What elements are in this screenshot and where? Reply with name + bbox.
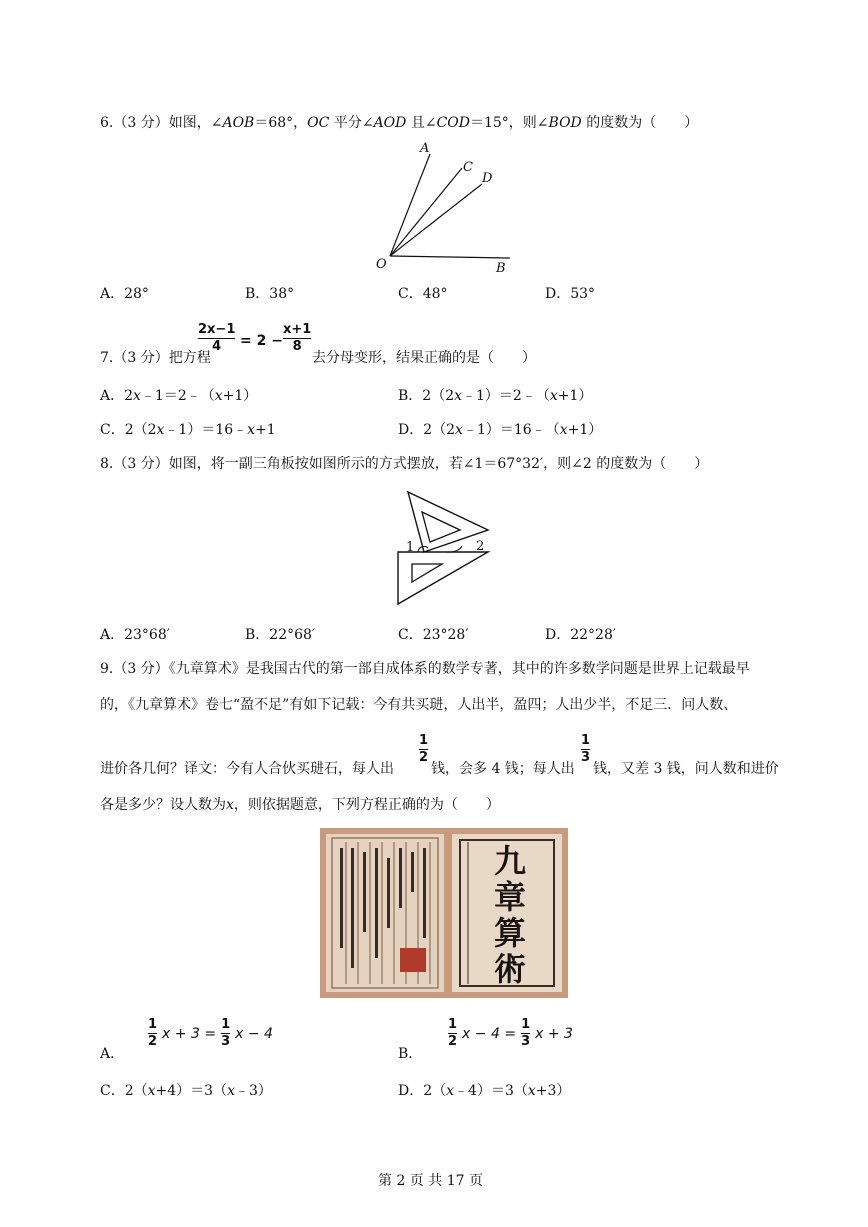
q7-stem-b: 去分母变形，结果正确的是（ ）	[312, 350, 536, 366]
opt-text: C．2（2	[100, 422, 157, 438]
numerator: 2x−1	[198, 322, 236, 337]
q6-angle-figure	[360, 138, 530, 280]
opt-var: x	[549, 388, 558, 404]
q9-fraction-half	[419, 734, 428, 765]
q6-text: 的度数为（ ）	[581, 115, 699, 131]
label-angle-1: 1	[406, 540, 415, 555]
q9-text: ，则依据题意，下列方程正确的为（ ）	[233, 797, 500, 813]
label-d: D	[482, 171, 493, 186]
fraction	[448, 1018, 457, 1049]
equation-text: x + 3 =	[162, 1025, 217, 1042]
q9-line-3a: 进价各几何？译文：今有人合伙买琎石，每人出	[100, 761, 394, 777]
q9-text: 《九章算术》是我国古代的第一部自成体系的数学专著，其中的许多数学问题是世界上记载最早	[168, 661, 750, 677]
q8-option-b[interactable]: B．22°68′	[245, 627, 316, 643]
opt-text: A．2	[100, 388, 134, 404]
denominator: 2	[448, 1034, 458, 1049]
book-title-char: 算	[493, 914, 527, 952]
fraction	[148, 1018, 157, 1049]
q9-line-3b: 钱，会多 4 钱；每人出	[431, 761, 575, 777]
q8-text: 如图，将一副三角板按如图所示的方式摆放，若∠1＝67°32′，则∠2 的度数为（ ）	[168, 456, 709, 472]
q6-text: 如图，∠	[168, 115, 223, 131]
ray-oc	[390, 168, 462, 256]
q6-var: BOD	[548, 115, 582, 131]
opt-text: +4）＝3（	[155, 1083, 228, 1099]
q6-option-b[interactable]: B．38°	[245, 286, 295, 302]
q6-var: AOB	[222, 115, 255, 131]
opt-text: ﹣1）＝2﹣（	[462, 388, 550, 404]
q6-option-c[interactable]: C．48°	[398, 286, 448, 302]
q6-text: 平分∠	[329, 115, 374, 131]
opt-var: x	[446, 1083, 455, 1099]
q6-var: AOD	[373, 115, 407, 131]
q8-stem	[100, 455, 708, 473]
opt-text: ﹣1）＝16﹣（	[462, 422, 560, 438]
q6-score: （3 分）	[113, 115, 169, 131]
q9-fraction-third	[581, 734, 590, 765]
ray-ob	[390, 256, 510, 258]
equation-text: x + 3	[535, 1025, 573, 1042]
denominator: 3	[521, 1034, 531, 1049]
q9-option-a-label[interactable]: A．	[100, 1046, 125, 1062]
numerator: 1	[419, 733, 429, 748]
q9-option-b-equation[interactable]	[448, 1018, 573, 1049]
book-title-char: 術	[493, 950, 527, 988]
denominator: 8	[292, 339, 302, 354]
q9-line-4	[100, 796, 500, 814]
opt-text: +1）	[557, 388, 593, 404]
numerator: 1	[581, 733, 591, 748]
label-a: A	[420, 141, 430, 156]
opt-var: x	[133, 388, 141, 404]
q8-option-c[interactable]: C．23°28′	[398, 627, 469, 643]
opt-text: ﹣4）＝3（	[454, 1083, 528, 1099]
opt-var: x	[156, 422, 165, 438]
q9-line-2: 的，《九章算术》卷七“盈不足”有如下记载：今有共买琎，人出半，盈四；人出少半，不足三．问人数、	[100, 697, 738, 713]
q9-line-1	[100, 660, 750, 678]
numerator: 1	[148, 1017, 158, 1032]
book-left-page	[326, 834, 444, 992]
q7-fraction-left	[198, 323, 235, 354]
q7-option-a[interactable]	[100, 387, 257, 405]
q9-option-b-label[interactable]: B．	[398, 1046, 423, 1062]
q9-option-a-equation[interactable]	[148, 1018, 273, 1049]
opt-text: B．2（2	[398, 388, 455, 404]
label-o: O	[376, 257, 387, 272]
q7-option-c[interactable]	[100, 421, 276, 439]
opt-text: D．2（	[398, 1083, 447, 1099]
opt-text: ﹣3）	[234, 1083, 272, 1099]
q6-number: 6.	[100, 115, 114, 131]
opt-text: +1	[255, 422, 276, 438]
numerator: 1	[448, 1017, 458, 1032]
opt-text: +1）	[222, 388, 258, 404]
q9-score: （3 分）	[113, 661, 169, 677]
opt-text: C．2（	[100, 1083, 148, 1099]
q8-option-a[interactable]: A．23°68′	[100, 627, 170, 643]
q9-text: 各是多少？设人数为	[100, 797, 226, 813]
book-red-seal	[400, 948, 426, 972]
book-title-char: 章	[493, 878, 527, 916]
q8-option-d[interactable]: D．22°28′	[545, 627, 617, 643]
opt-text: D．2（2	[398, 422, 456, 438]
q6-var: OC	[307, 115, 330, 131]
upper-triangle-hole	[422, 512, 460, 542]
opt-var: x	[559, 422, 568, 438]
q8-number: 8.	[100, 456, 114, 472]
angle-2-arc	[446, 546, 462, 552]
fraction	[521, 1018, 530, 1049]
q6-stem	[100, 114, 698, 132]
q6-text: 且∠	[406, 115, 437, 131]
fraction	[221, 1018, 230, 1049]
denominator: 3	[581, 750, 591, 765]
q6-text: ＝68°，	[254, 115, 308, 131]
q9-line-3c: 钱，又差 3 钱，问人数和进价	[593, 761, 779, 777]
label-angle-2: 2	[476, 539, 485, 554]
denominator: 3	[221, 1034, 231, 1049]
denominator: 4	[212, 339, 222, 354]
jiuzhang-suanshu-book-image	[320, 828, 568, 998]
opt-var: x	[227, 1083, 235, 1099]
denominator: 2	[148, 1034, 158, 1049]
q7-number: 7.	[100, 350, 114, 366]
denominator: 2	[419, 750, 429, 765]
equation-text: x − 4	[235, 1025, 273, 1042]
opt-text: +1）	[567, 422, 603, 438]
book-title-char: 九	[493, 842, 527, 880]
q7-stem-a	[100, 349, 211, 367]
equation-text: x − 4 =	[462, 1025, 517, 1042]
opt-var: x	[214, 388, 223, 404]
q7-equals-minus: = 2 −	[240, 333, 283, 349]
q8-score: （3 分）	[113, 456, 169, 472]
page-footer: 第 2 页 共 17 页	[378, 1173, 483, 1189]
opt-var: x	[454, 388, 463, 404]
q7-option-d[interactable]	[398, 421, 602, 439]
opt-var: x	[147, 1083, 156, 1099]
opt-text: ﹣1）＝16﹣	[164, 422, 248, 438]
label-c: C	[463, 160, 473, 175]
q7-text: 把方程	[168, 350, 211, 366]
q7-score: （3 分）	[113, 350, 169, 366]
q8-set-squares-figure	[390, 486, 500, 610]
numerator: 1	[521, 1017, 531, 1032]
q6-option-d[interactable]: D．53°	[545, 286, 596, 302]
q9-var: x	[226, 797, 234, 813]
numerator: x+1	[283, 322, 312, 337]
opt-text: +3）	[535, 1083, 571, 1099]
lower-triangle-hole	[412, 564, 442, 582]
q7-option-b[interactable]	[398, 387, 592, 405]
opt-var: x	[455, 422, 463, 438]
q6-option-a[interactable]: A．28°	[100, 286, 149, 302]
q6-text: ＝15°，则∠	[469, 115, 549, 131]
q9-option-c[interactable]	[100, 1082, 272, 1100]
q6-var: COD	[436, 115, 470, 131]
opt-var: x	[527, 1083, 536, 1099]
numerator: 1	[221, 1017, 231, 1032]
opt-var: x	[247, 422, 256, 438]
label-b: B	[496, 261, 506, 276]
q9-number: 9.	[100, 661, 114, 677]
q9-option-d[interactable]	[398, 1082, 570, 1100]
q7-fraction-right	[283, 323, 311, 354]
opt-text: ﹣1＝2﹣（	[140, 388, 215, 404]
